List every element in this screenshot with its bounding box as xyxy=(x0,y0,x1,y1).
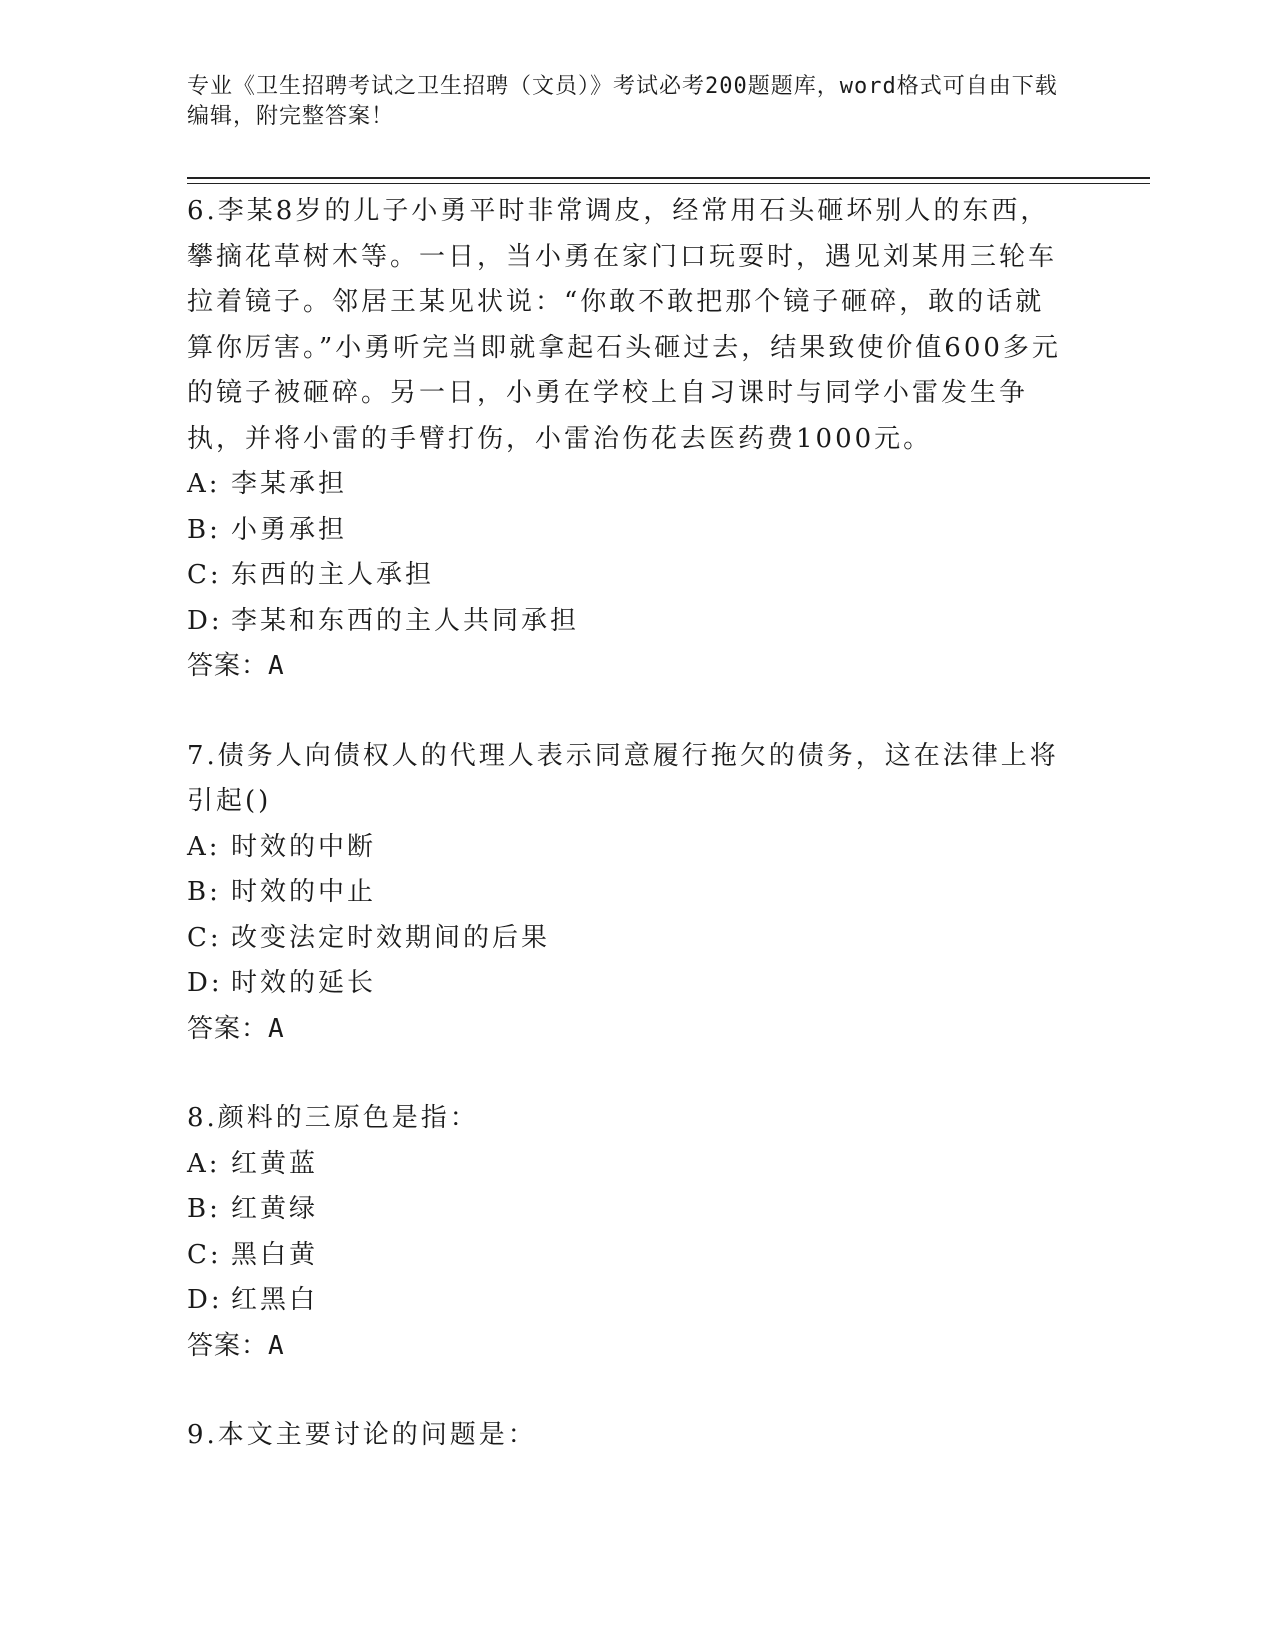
option-text: 时效的中止 xyxy=(231,877,377,907)
question-list xyxy=(187,189,1067,1459)
question-9 xyxy=(187,1413,1067,1459)
option-text: 小勇承担 xyxy=(231,514,348,545)
option-b xyxy=(187,1187,1067,1233)
question-stem: 7.债务人向债权人的代理人表示同意履行拖欠的债务，这在法律上将引起() xyxy=(187,740,1059,816)
option-a xyxy=(187,825,1067,871)
option-text: 改变法定时效期间的后果 xyxy=(231,922,551,953)
option-a xyxy=(187,462,1067,508)
question-8 xyxy=(187,1096,1067,1369)
option-text: 红黄绿 xyxy=(231,1194,319,1224)
option-key: D: xyxy=(187,1285,223,1315)
option-key: A: xyxy=(187,469,221,499)
option-d xyxy=(187,1278,1067,1324)
option-key: C: xyxy=(187,922,222,953)
option-c xyxy=(187,553,1067,599)
option-key: B: xyxy=(187,514,221,545)
header-divider-thick xyxy=(187,177,1150,179)
question-stem: 6.李某8岁的儿子小勇平时非常调皮，经常用石头砸坏别人的东西，攀摘花草树木等。一日，当小勇在家门口玩耍时，遇见刘某用三轮车拉着镜子。邻居王某见状说：“你敢不敢把那个镜子砸碎，敢的话就算你厉害。”小勇听完当即就拿起石头砸过去，结果致使价值600多元的镜子被砸碎。另一日，小勇在学校上自习课时与同学小雷发生争执，并将小雷的手臂打伤，小雷治伤花去医药费1000元。 xyxy=(187,196,1061,454)
option-key: A: xyxy=(187,831,221,862)
option-d xyxy=(187,961,1067,1007)
option-text: 红黄蓝 xyxy=(231,1148,319,1179)
option-text: 李某和东西的主人共同承担 xyxy=(231,605,580,636)
option-key: B: xyxy=(187,877,221,907)
question-stem: 9.本文主要讨论的问题是： xyxy=(187,1420,537,1450)
option-c xyxy=(187,916,1067,962)
option-d xyxy=(187,599,1067,645)
option-text: 东西的主人承担 xyxy=(231,560,435,590)
option-key: B: xyxy=(187,1194,221,1224)
option-key: D: xyxy=(187,605,223,636)
question-6 xyxy=(187,189,1067,690)
option-key: A: xyxy=(187,1148,221,1179)
option-a xyxy=(187,1142,1067,1188)
option-text: 李某承担 xyxy=(231,469,348,499)
answer-line: 答案：A xyxy=(187,1330,285,1361)
option-b xyxy=(187,870,1067,916)
option-key: C: xyxy=(187,1239,222,1270)
question-stem: 8.颜料的三原色是指： xyxy=(187,1103,479,1133)
answer-line: 答案：A xyxy=(187,651,285,681)
option-text: 黑白黄 xyxy=(231,1239,319,1270)
question-7 xyxy=(187,734,1067,1053)
option-b xyxy=(187,508,1067,554)
answer-line: 答案：A xyxy=(187,1013,285,1044)
option-key: C: xyxy=(187,560,222,590)
option-text: 红黑白 xyxy=(231,1285,319,1315)
option-text: 时效的中断 xyxy=(231,831,377,862)
option-text: 时效的延长 xyxy=(231,968,377,998)
option-c xyxy=(187,1233,1067,1279)
option-key: D: xyxy=(187,968,223,998)
header-divider-thin xyxy=(187,183,1150,184)
document-header: 专业《卫生招聘考试之卫生招聘（文员）》考试必考200题题库，word格式可自由下载编辑，附完整答案！ xyxy=(187,74,1058,129)
